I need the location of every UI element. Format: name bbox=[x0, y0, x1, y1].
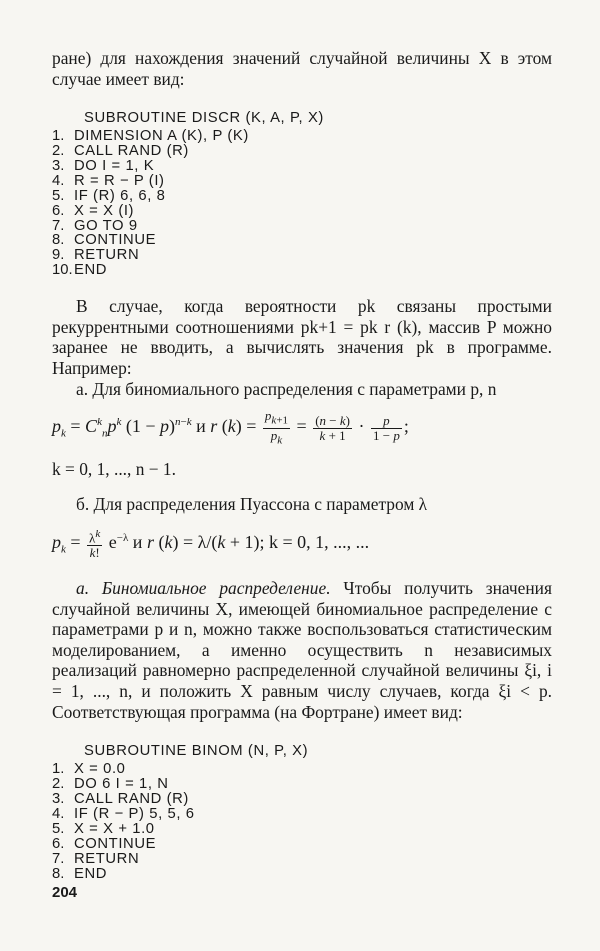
code-line bbox=[52, 762, 552, 777]
line-number: 5. bbox=[52, 820, 65, 837]
paragraph-recurrent: В случае, когда вероятности pk связаны простыми рекуррентными соотношениями pk+1 = pk r (k), массив P можно заранее не вводить, а вычислять значения pk в программе. Например: bbox=[52, 296, 552, 378]
paragraph-binomial-label: а. Для биномиального распределения с параметрами p, n bbox=[76, 378, 497, 399]
formula-binomial: $p_k = C^k_np^k$ $(1 - p)^{n-k}$ и r (k) = $\frac{p_{k+1}}{p_k}$ = $\frac{(n - k)}{k + 1}$ · $\frac{p}{1 - p}$ ; bbox=[52, 408, 409, 447]
page-number: 204 bbox=[52, 884, 78, 901]
line-number: 7. bbox=[52, 217, 65, 234]
formula-binomial-range: k = 0, 1, ..., n − 1. bbox=[52, 459, 176, 480]
line-code: CONTINUE bbox=[74, 835, 157, 852]
intro-paragraph: ране) для нахождения значений случайной величины X в этом случае имеет вид: bbox=[52, 48, 552, 89]
line-number: 3. bbox=[52, 157, 65, 174]
code-line bbox=[52, 867, 552, 882]
paragraph-binomial-model bbox=[52, 578, 552, 722]
code-block-binom bbox=[52, 744, 552, 881]
line-code: X = X (I) bbox=[74, 202, 135, 219]
line-code: END bbox=[74, 865, 108, 882]
line-number: 6. bbox=[52, 835, 65, 852]
line-code: IF (R) 6, 6, 8 bbox=[74, 187, 166, 204]
line-number: 2. bbox=[52, 143, 65, 159]
code-lines bbox=[52, 762, 552, 881]
line-code: DO 6 I = 1, N bbox=[74, 776, 169, 793]
code-line bbox=[52, 219, 552, 234]
code-lines bbox=[52, 129, 552, 278]
line-number: 8. bbox=[52, 232, 65, 249]
line-number: 3. bbox=[52, 790, 65, 807]
code-line bbox=[52, 204, 552, 219]
line-code: GO TO 9 bbox=[74, 217, 138, 234]
code-block-discr bbox=[52, 111, 552, 278]
line-code: X = 0.0 bbox=[74, 761, 126, 778]
code-line bbox=[52, 159, 552, 174]
line-code: CONTINUE bbox=[74, 232, 157, 249]
code-line bbox=[52, 174, 552, 189]
code-line bbox=[52, 792, 552, 807]
code-line bbox=[52, 248, 552, 263]
line-code: RETURN bbox=[74, 247, 140, 264]
line-code: X = X + 1.0 bbox=[74, 820, 155, 837]
code-line bbox=[52, 144, 552, 159]
line-code: DIMENSION A (K), P (K) bbox=[74, 128, 249, 145]
line-code: CALL RAND (R) bbox=[74, 790, 189, 807]
code-line bbox=[52, 822, 552, 837]
page-content bbox=[52, 48, 552, 881]
code-header: SUBROUTINE DISCR (K, A, P, X) bbox=[84, 110, 324, 127]
code-line bbox=[52, 233, 552, 248]
line-number: 7. bbox=[52, 850, 65, 867]
line-number: 6. bbox=[52, 202, 65, 219]
paragraph-poisson-label: б. Для распределения Пуассона с параметром λ bbox=[76, 493, 428, 514]
code-line bbox=[52, 129, 552, 144]
line-code: DO I = 1, K bbox=[74, 157, 155, 174]
code-line bbox=[52, 777, 552, 792]
code-line bbox=[52, 263, 552, 278]
line-number: 1. bbox=[52, 761, 65, 778]
line-code: RETURN bbox=[74, 850, 140, 867]
code-line bbox=[52, 852, 552, 867]
formula-poisson-range: k = 0, 1, ..., ... bbox=[268, 531, 370, 552]
formula-poisson: $p_k$ = $\frac{\lambda^k}{k!}$ $e^{-\lambda}$ и r (k) = λ/(k + 1); k = 0, 1, ..., ... bbox=[52, 527, 370, 561]
line-number: 4. bbox=[52, 805, 65, 822]
binomial-model-title: а. Биномиальное распределение. bbox=[76, 578, 331, 599]
code-line bbox=[52, 837, 552, 852]
line-number: 1. bbox=[52, 128, 65, 145]
code-line bbox=[52, 807, 552, 822]
code-header: SUBROUTINE BINOM (N, P, X) bbox=[84, 743, 309, 760]
line-number: 8. bbox=[52, 865, 65, 882]
line-number: 9. bbox=[52, 247, 65, 264]
line-number: 10. bbox=[52, 262, 73, 279]
line-code: CALL RAND (R) bbox=[74, 143, 189, 159]
binomial-model-body: Чтобы получить значения случайной величины X, имеющей биномиальное распределение с параметрами p и n, можно также воспользоваться статистическим моделированием, а именно осуществить n независимых реализаций равномерно распределенной случайной величины ξi, i = 1, ..., n, и положить X равным числу случаев, когда ξi < p. Соответствующая программа (на Фортране) имеет вид: bbox=[52, 578, 552, 722]
line-number: 2. bbox=[52, 776, 65, 793]
line-code: IF (R − P) 5, 5, 6 bbox=[74, 805, 195, 822]
code-line bbox=[52, 189, 552, 204]
line-code: R = R − P (I) bbox=[74, 172, 165, 189]
line-number: 4. bbox=[52, 172, 65, 189]
line-number: 5. bbox=[52, 187, 65, 204]
line-code: END bbox=[74, 262, 108, 279]
